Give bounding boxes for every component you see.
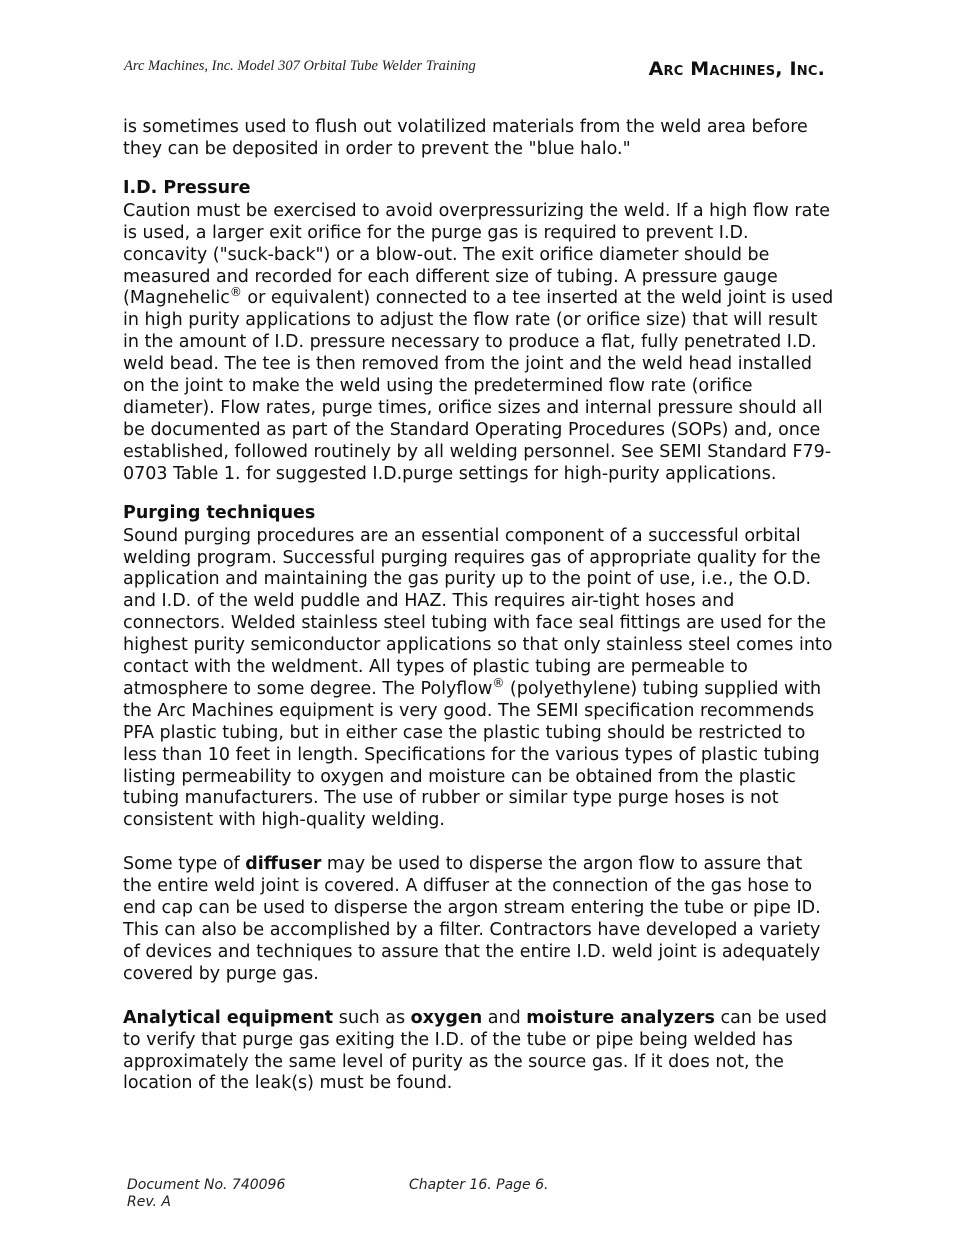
diffuser-lead: Some type of xyxy=(123,854,246,875)
analytical-term: Analytical equipment xyxy=(123,1007,334,1028)
oxygen-term: oxygen xyxy=(410,1007,483,1028)
diffuser-term: diffuser xyxy=(245,854,322,875)
document-number: Document No. 740096 xyxy=(127,1177,286,1193)
diffuser-paragraph xyxy=(123,854,835,985)
section-heading-purging: Purging techniques xyxy=(123,502,316,523)
purging-paragraph xyxy=(123,526,835,833)
section-heading-id-pressure: I.D. Pressure xyxy=(123,177,251,198)
footer-left xyxy=(127,1177,285,1211)
purging-text-1: Sound purging procedures are an essential component of a successful orbital welding program. Successful purging requires gas of appropriate quality for the application and maintaining the gas purity up to the point of use, i.e., the O.D. and I.D. of the weld puddle and HAZ. This requires air-tight hoses and connectors. Welded stainless steel tubing with face seal fittings are used for the highest purity semiconductor applications so that only stainless steel comes into contact with the weldment. All types of plastic tubing are permeable to atmosphere to some degree. The Polyflow xyxy=(123,525,833,699)
analytical-text-1: such as xyxy=(333,1007,411,1028)
chapter-page-label: Chapter 16. Page 6. xyxy=(409,1177,549,1193)
company-logo: Arc Machines, Inc. xyxy=(648,58,825,80)
id-pressure-text-1: Caution must be exercised to avoid overpressurizing the weld. If a high flow rate is used, a larger exit orifice for the purge gas is required to prevent I.D. concavity ("suck-back") or a blow-out. The exit orifice diameter should be measured and recorded for each different size of tubing. A pressure gauge (Magnehelic xyxy=(123,200,830,309)
id-pressure-paragraph xyxy=(123,201,835,486)
analytical-text-3: can be used to verify that purge gas exiting the I.D. of the tube or pipe being welded has approximately the same level of purity as the source gas. If it does not, the location of the leak(s) must be found. xyxy=(123,1007,828,1094)
diffuser-text: may be used to disperse the argon flow to assure that the entire weld joint is covered. A diffuser at the connection of the gas hose to end cap can be used to disperse the argon stream entering the tube or pipe ID. This can also be accomplished by a filter. Contractors have developed a variety of devices and techniques to assure that the entire I.D. weld joint is adequately covered by purge gas. xyxy=(123,854,821,984)
analytical-text-2: and xyxy=(482,1007,527,1028)
registered-mark: ® xyxy=(229,285,242,300)
header-title: Arc Machines, Inc. Model 307 Orbital Tube Welder Training xyxy=(124,58,476,74)
moisture-analyzers-term: moisture analyzers xyxy=(526,1007,715,1028)
purging-text-2: (polyethylene) tubing supplied with the Arc Machines equipment is very good. The SEMI specification recommends PFA plastic tubing, but in either case the plastic tubing should be restricted to less than 10 feet in length. Specifications for the various types of plastic tubing listing permeability to oxygen and moisture can be obtained from the plastic tubing manufacturers. The use of rubber or similar type purge hoses is not consistent with high-quality welding. xyxy=(123,678,822,831)
registered-mark: ® xyxy=(492,675,505,690)
id-pressure-text-2: or equivalent) connected to a tee inserted at the weld joint is used in high purity applications to adjust the flow rate (or orifice size) that will result in the amount of I.D. pressure necessary to produce a flat, fully penetrated I.D. weld bead. The tee is then removed from the joint and the weld head installed on the joint to make the weld using the predetermined flow rate (orifice diameter). Flow rates, purge times, orifice sizes and internal pressure should all be documented as part of the Standard Operating Procedures (SOPs) and, once established, followed routinely by all welding personnel. See SEMI Standard F79-0703 Table 1. for suggested I.D.purge settings for high-purity applications. xyxy=(123,288,834,484)
intro-paragraph: is sometimes used to flush out volatilized materials from the weld area before they can be deposited in order to prevent the "blue halo." xyxy=(123,117,808,159)
revision-label: Rev. A xyxy=(127,1194,171,1210)
body-content xyxy=(123,117,835,1095)
analytical-paragraph xyxy=(123,1008,835,1096)
